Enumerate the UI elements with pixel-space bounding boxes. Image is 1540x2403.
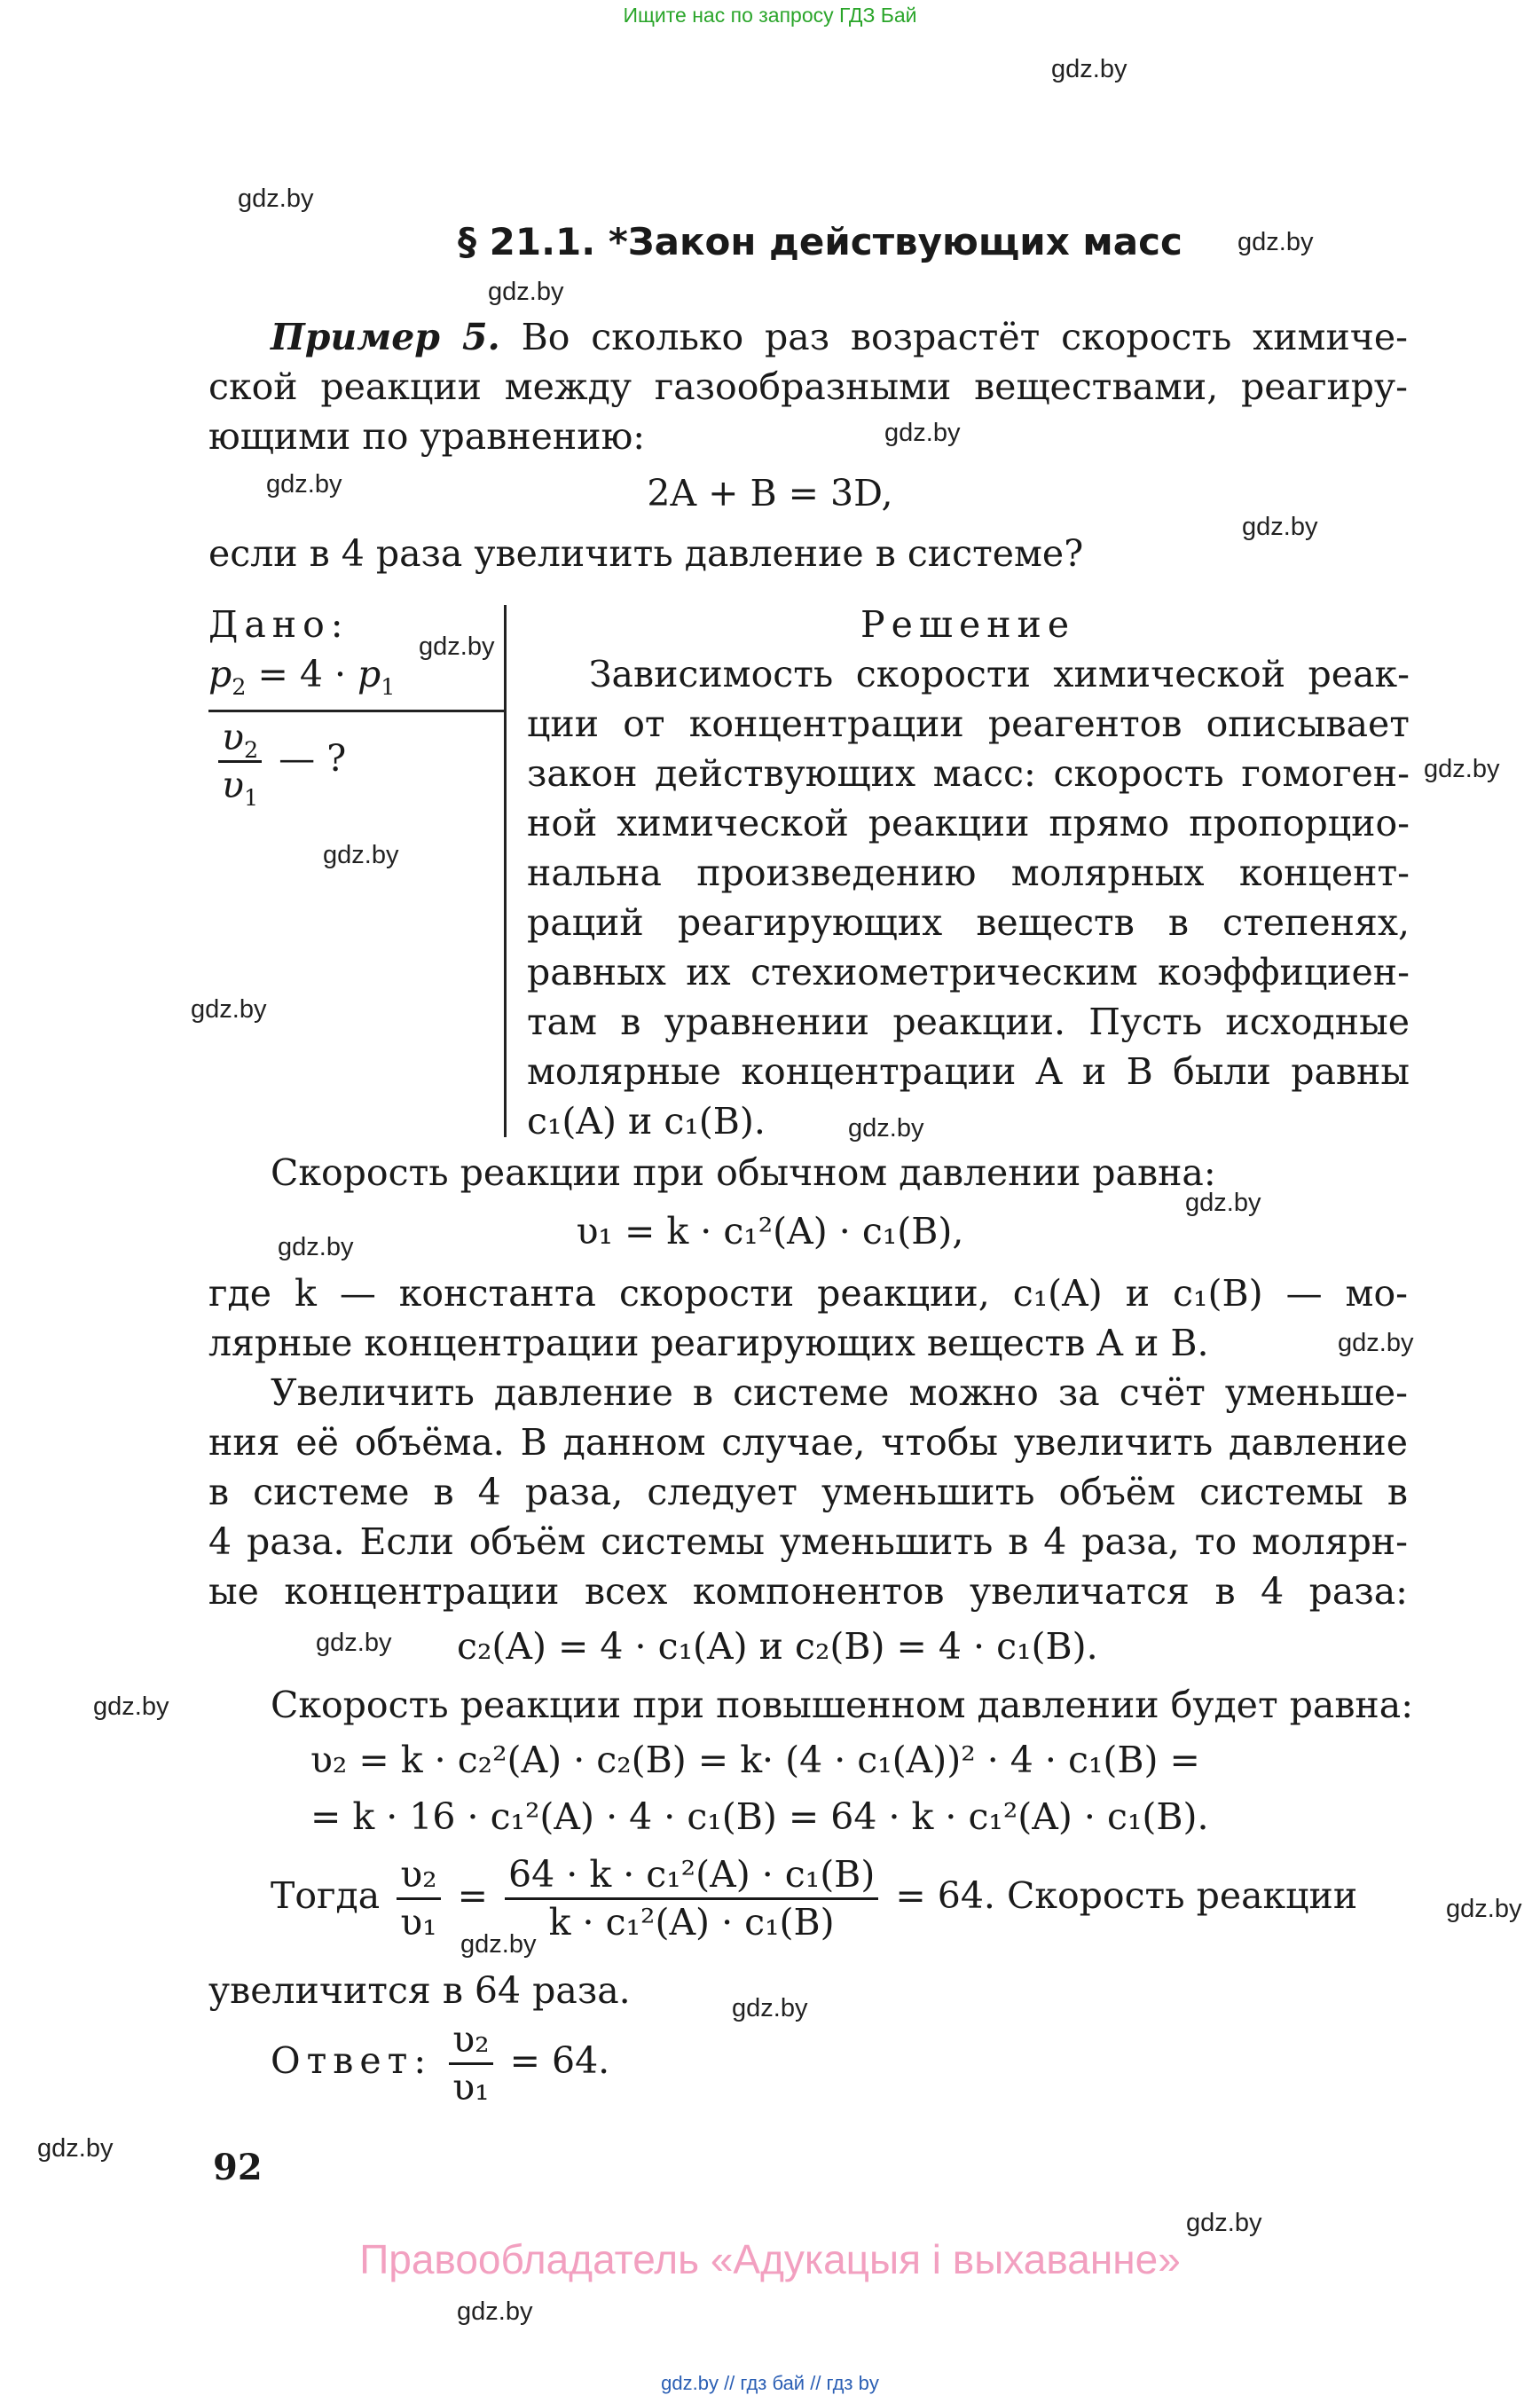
ratio-fraction: $\frac{\text{υ₂}}{\text{υ₁}}$ <box>397 1854 440 1944</box>
watermark: gdz.by <box>848 1114 924 1143</box>
result-line-2: увеличится в 64 раза. <box>208 1969 631 2012</box>
watermark: gdz.by <box>460 1930 537 1959</box>
paragraph-4: Скорость реакции при повышенном давлении будет равна: <box>271 1684 1414 1726</box>
watermark: gdz.by <box>191 995 267 1024</box>
watermark: gdz.by <box>884 419 961 447</box>
example-line-3: ющими по уравнению: <box>208 415 646 458</box>
paragraph-3-line: ния её объёма. В данном случае, чтобы увеличить давление <box>208 1421 1408 1464</box>
watermark: gdz.by <box>1186 2209 1262 2237</box>
answer-line: Ответ: $\frac{\text{υ₂}}{\text{υ₁}}$ = 64. <box>271 2018 610 2109</box>
solution-line: закон действующих масс: скорость гомоген- <box>527 752 1410 795</box>
example-line-2: ской реакции между газообразными веществами, реагиру- <box>208 365 1408 408</box>
expanded-fraction: $\frac{\text{64 · k · c₁²(A) · c₁(B)}}{\text{k · c₁²(A) · c₁(B)}}$ <box>505 1854 878 1944</box>
watermark: gdz.by <box>1185 1189 1261 1217</box>
watermark: gdz.by <box>732 1994 808 2022</box>
paragraph-2-line-1: где k — константа скорости реакции, c₁(A) и c₁(B) — мо- <box>208 1272 1408 1315</box>
copyright-notice: Правообладатель «Адукацыя і выхаванне» <box>359 2236 1181 2282</box>
solution-line: равных их стехиометрическим коэффициен- <box>527 951 1410 993</box>
watermark: gdz.by <box>457 2297 533 2326</box>
example-question: если в 4 раза увеличить давление в системе? <box>208 532 1084 575</box>
watermark: gdz.by <box>1446 1895 1522 1923</box>
watermark: gdz.by <box>266 470 342 499</box>
given-divider <box>208 710 506 712</box>
example-label: Пример 5. <box>271 316 500 358</box>
find-ratio: $\frac{\upsilon_2}{\upsilon_1}$ — ? <box>213 717 346 806</box>
paragraph-3-line: 4 раза. Если объём системы уменьшить в 4 раза, то молярн- <box>208 1520 1408 1563</box>
equation-v2-line-1: υ₂ = k · c₂²(A) · c₂(B) = k· (4 · c₁(A))² · 4 · c₁(B) = <box>310 1739 1200 1781</box>
watermark: gdz.by <box>1242 513 1318 541</box>
solution-line: нальна произведению молярных концент- <box>527 852 1410 894</box>
watermark: gdz.by <box>37 2134 114 2163</box>
result-line: Тогда $\frac{\text{υ₂}}{\text{υ₁}}$ = $\frac{\text{64 · k · c₁²(A) · c₁(B)}}{\text{k · c₁²(A) · c₁(B)}}$ = 64. Скорость реакции <box>271 1853 1358 1944</box>
solution-line: Зависимость скорости химической реак- <box>589 653 1410 695</box>
watermark: gdz.by <box>1238 228 1314 256</box>
watermark: gdz.by <box>238 185 314 213</box>
solution-line: ной химической реакции прямо пропорцио- <box>527 802 1410 844</box>
answer-fraction: $\frac{\text{υ₂}}{\text{υ₁}}$ <box>449 2019 492 2109</box>
top-search-banner[interactable]: Ищите нас по запросу ГДЗ Бай <box>623 4 917 27</box>
equation-v2-line-2: = k · 16 · c₁²(A) · 4 · c₁(B) = 64 · k · c₁²(A) · c₁(B). <box>310 1795 1209 1838</box>
solution-line: раций реагирующих веществ в степенях, <box>527 901 1410 944</box>
paragraph-3-line: ые концентрации всех компонентов увеличатся в 4 раза: <box>208 1570 1408 1613</box>
watermark: gdz.by <box>1424 755 1500 783</box>
paragraph-3-line: в системе в 4 раза, следует уменьшить объём системы в <box>208 1471 1408 1513</box>
solution-last-line: c₁(A) и c₁(B). <box>527 1100 766 1143</box>
equation-v1: υ₁ = k · c₁²(A) · c₁(B), <box>576 1210 964 1253</box>
given-pressure: $p_2 = 4 \cdot p_1$ <box>208 653 396 701</box>
equation-c2: c₂(A) = 4 · c₁(A) и c₂(B) = 4 · c₁(B). <box>457 1625 1098 1668</box>
example-equation: 2A + B = 3D, <box>647 472 893 514</box>
paragraph-3-line: Увеличить давление в системе можно за счёт уменьше- <box>271 1371 1408 1414</box>
watermark: gdz.by <box>488 278 564 306</box>
given-solution-divider <box>504 605 507 1137</box>
given-label: Дано: <box>208 603 350 646</box>
solution-label: Решение <box>860 603 1076 646</box>
solution-line: там в уравнении реакции. Пусть исходные <box>527 1001 1410 1043</box>
solution-line: молярные концентрации A и B были равны <box>527 1050 1410 1093</box>
example-line-1: Пример 5. Во сколько раз возрастёт скорость химиче- <box>271 316 1408 358</box>
paragraph-1: Скорость реакции при обычном давлении равна: <box>271 1151 1216 1194</box>
watermark: gdz.by <box>93 1692 169 1721</box>
watermark: gdz.by <box>1338 1329 1414 1357</box>
watermark: gdz.by <box>316 1629 392 1657</box>
watermark: gdz.by <box>278 1233 354 1261</box>
watermark: gdz.by <box>1051 55 1128 83</box>
page-number: 92 <box>213 2147 263 2188</box>
watermark: gdz.by <box>419 632 495 661</box>
solution-line: ции от концентрации реагентов описывает <box>527 703 1410 745</box>
footer-links[interactable]: gdz.by // гдз бай // гдз by <box>661 2372 879 2394</box>
paragraph-2-line-2: лярные концентрации реагирующих веществ A и B. <box>208 1322 1209 1364</box>
watermark: gdz.by <box>323 841 399 869</box>
section-title: § 21.1. *Закон действующих масс <box>458 220 1182 263</box>
ratio-fraction: $\frac{\upsilon_2}{\upsilon_1}$ <box>218 717 262 806</box>
